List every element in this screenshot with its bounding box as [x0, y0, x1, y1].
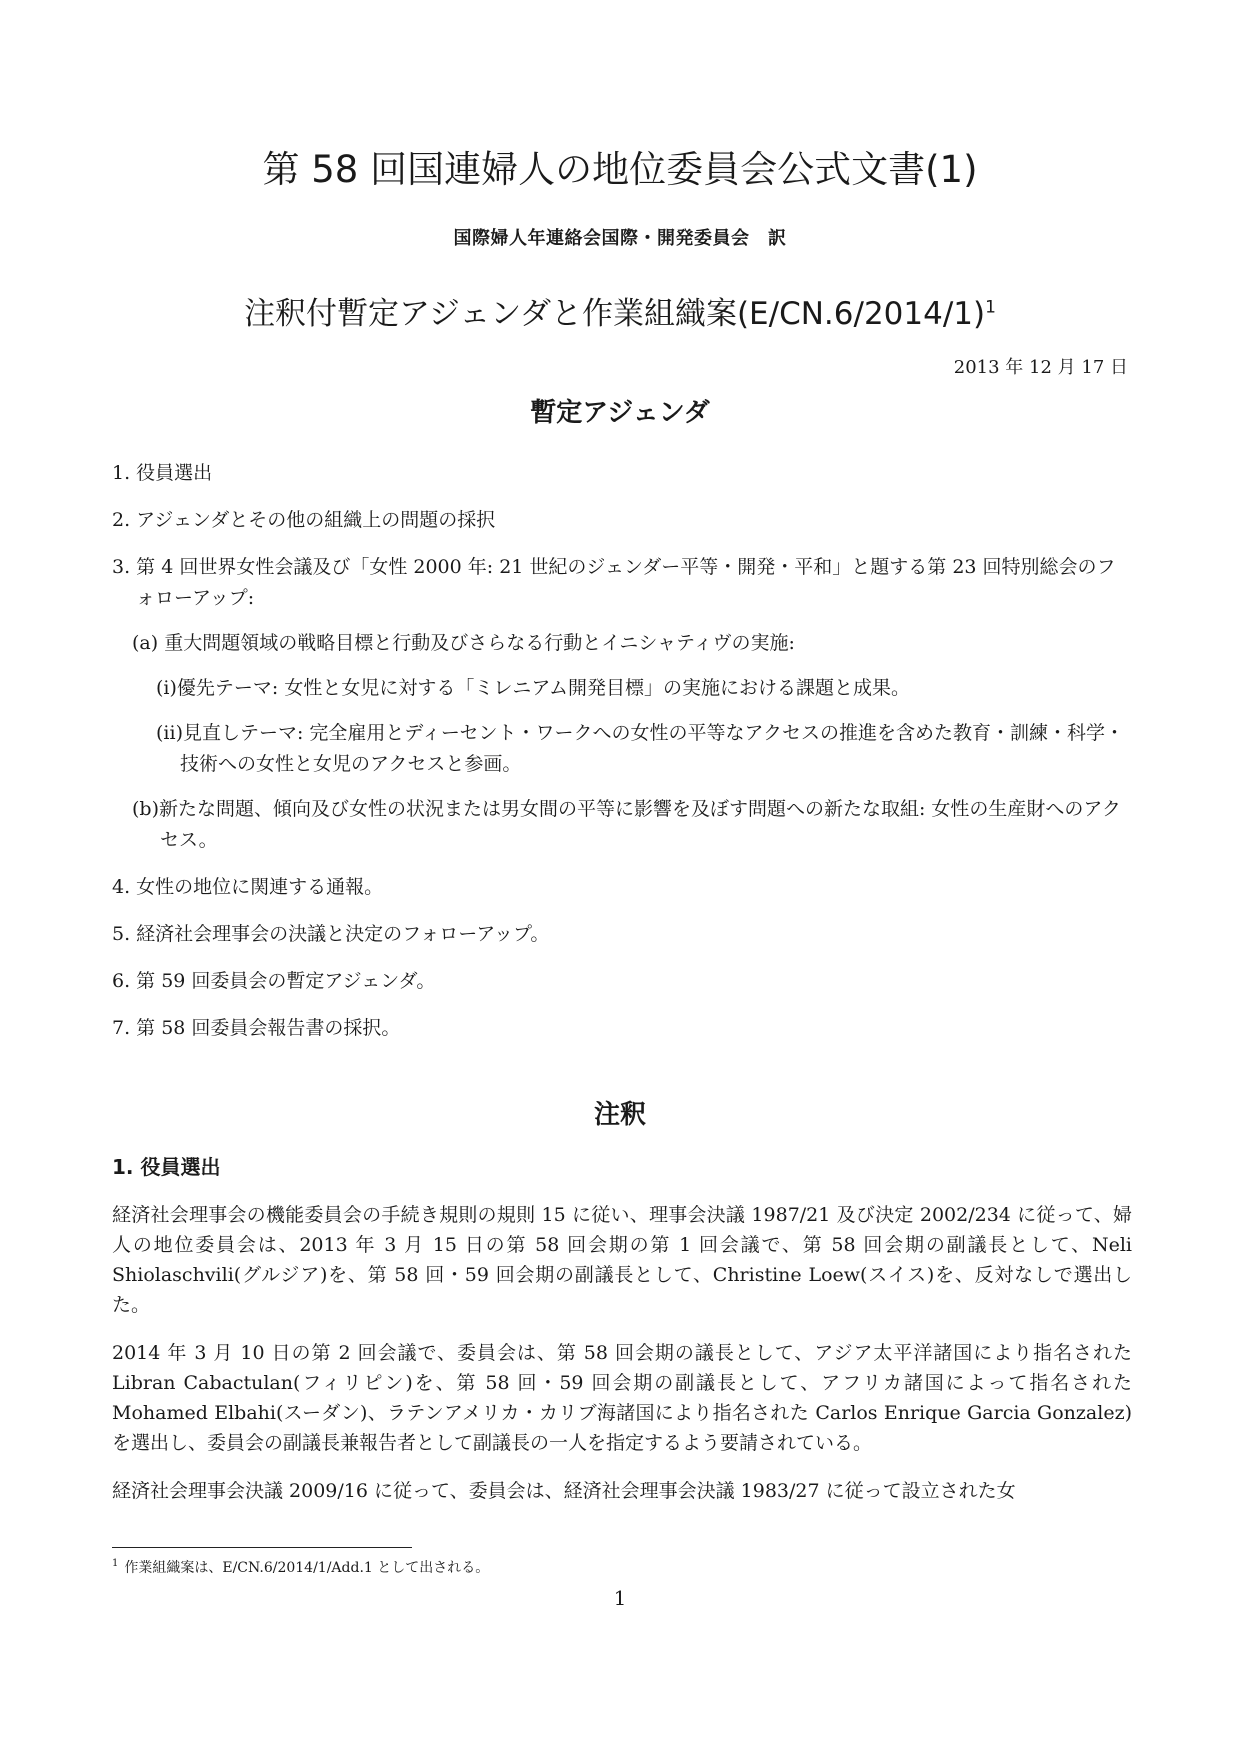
- agenda-item-5: [112, 919, 1132, 950]
- agenda-item-text: 3. 第 4 回世界女性会議及び「女性 2000 年: 21 世紀のジェンダー平等・開発・平和」と題する第 23 回特別総会のフォローアップ:: [112, 556, 1116, 609]
- agenda-item-text: 4. 女性の地位に関連する通報。: [112, 876, 384, 898]
- agenda-item-1: [112, 458, 1132, 489]
- footnote-text: 作業組織案は、E/CN.6/2014/1/Add.1 として出される。: [124, 1560, 490, 1576]
- agenda-item-text: 7. 第 58 回委員会報告書の採択。: [112, 1017, 401, 1039]
- footnote-divider: [112, 1547, 412, 1548]
- main-title: 第 58 回国連婦人の地位委員会公式文書(1): [262, 148, 978, 191]
- footnote: [112, 1557, 489, 1577]
- agenda-item-3: [112, 552, 1132, 856]
- agenda-subitem-b: (b)新たな問題、傾向及び女性の状況または男女間の平等に影響を及ぼす問題への新たな取組: 女性の生産財へのアクセス。: [132, 798, 1121, 851]
- document-title: [0, 288, 1240, 333]
- notes-paragraph: 経済社会理事会決議 2009/16 に従って、委員会は、経済社会理事会決議 1983/27 に従って設立された女: [112, 1480, 1016, 1502]
- document-title-text: 注釈付暫定アジェンダと作業組織案(E/CN.6/2014/1): [244, 296, 986, 332]
- agenda-item-text: 6. 第 59 回委員会の暫定アジェンダ。: [112, 970, 436, 992]
- notes-body: [112, 1152, 1132, 1524]
- agenda-item-text: 2. アジェンダとその他の組織上の問題の採択: [112, 509, 496, 531]
- notes-paragraph: 2014 年 3 月 10 日の第 2 回会議で、委員会は、第 58 回会期の議長として、アジア太平洋諸国により指名された Libran Cabactulan(フィリピン)を、第 58 回・59 回会期の副議長として、アフリカ諸国によって指名された Mohamed Elbahi(スーダン)、ラテンアメリカ・カリブ海諸国により指名された Carlos Enrique Garcia Gonzalez) を選出し、委員会の副議長兼報告者として副議長の一人を指定するよう要請されている。: [112, 1342, 1132, 1454]
- agenda-item-text: 5. 経済社会理事会の決議と決定のフォローアップ。: [112, 923, 550, 945]
- footnote-mark: 1: [112, 1558, 119, 1570]
- agenda-subitem-a: (a) 重大問題領域の戦略目標と行動及びさらなる行動とイニシャティヴの実施:: [132, 632, 795, 654]
- agenda-item-text: 1. 役員選出: [112, 462, 213, 484]
- agenda-list: [112, 458, 1132, 1060]
- agenda-item-6: [112, 966, 1132, 997]
- agenda-item-2: [112, 505, 1132, 536]
- document-date: 2013 年 12 月 17 日: [953, 357, 1128, 378]
- agenda-heading: 暫定アジェンダ: [530, 398, 710, 428]
- agenda-subitem-a-ii: (ii)見直しテーマ: 完全雇用とディーセント・ワークへの女性の平等なアクセスの推進を含めた教育・訓練・科学・技術への女性と女児のアクセスと参画。: [156, 722, 1124, 775]
- agenda-subitem-a-i: (i)優先テーマ: 女性と女児に対する「ミレニアム開発目標」の実施における課題と成果。: [156, 677, 911, 699]
- footnote-reference-1: 1: [985, 297, 996, 318]
- notes-subheading: 1. 役員選出: [112, 1155, 221, 1179]
- agenda-item-7: [112, 1013, 1132, 1044]
- agenda-item-4: [112, 872, 1132, 903]
- translator-credit: 国際婦人年連絡会国際・開発委員会 訳: [453, 228, 787, 249]
- page-number: 1: [613, 1586, 627, 1610]
- notes-heading: 注釈: [593, 1100, 646, 1130]
- notes-paragraph: 経済社会理事会の機能委員会の手続き規則の規則 15 に従い、理事会決議 1987/21 及び決定 2002/234 に従って、婦人の地位委員会は、2013 年 3 月 15 日の第 58 回会期の第 1 回会議で、第 58 回会期の副議長として、Neli Shiolaschvili(グルジア)を、第 58 回・59 回会期の副議長として、Christine Loew(スイス)を、反対なしで選出した。: [112, 1204, 1132, 1316]
